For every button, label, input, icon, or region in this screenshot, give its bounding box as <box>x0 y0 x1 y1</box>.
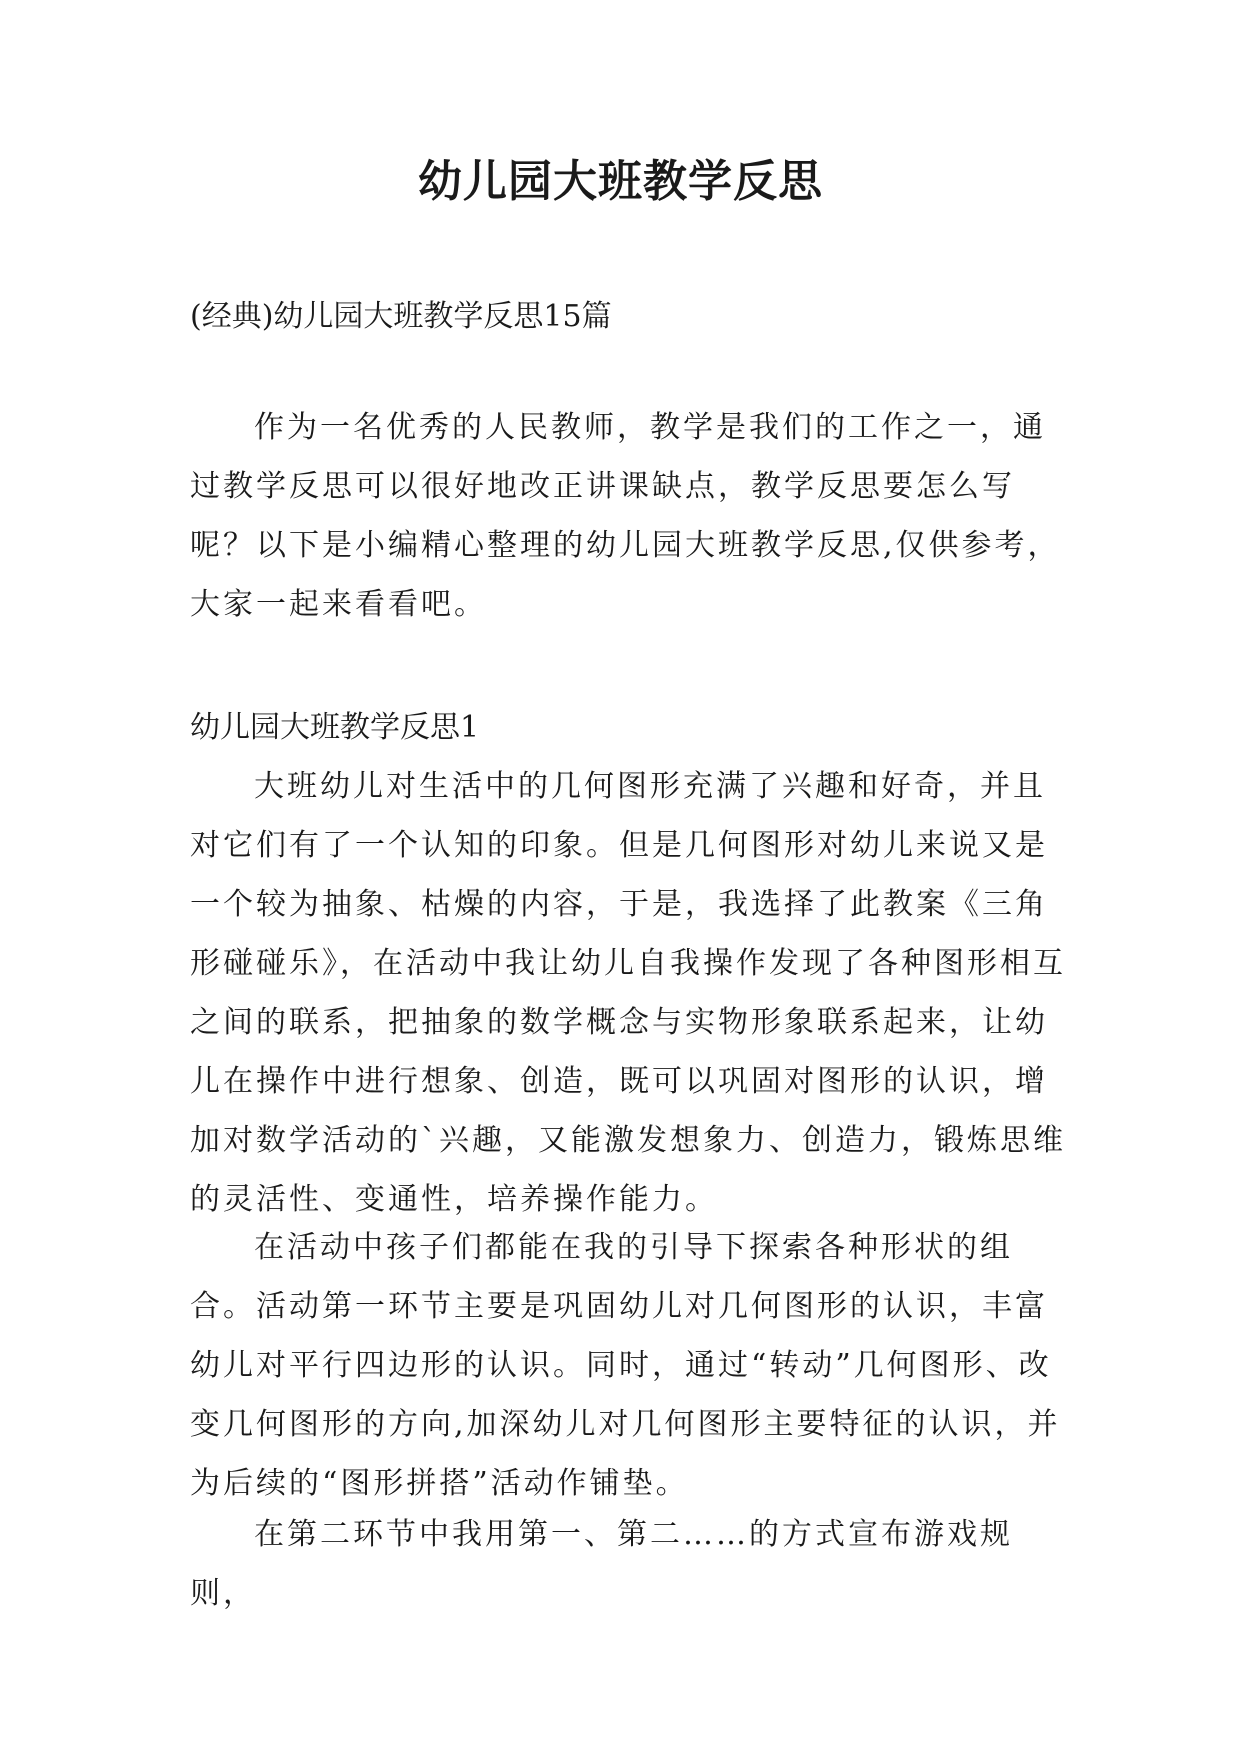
document-title: 幼儿园大班教学反思 <box>418 156 823 207</box>
document-subtitle: (经典)幼儿园大班教学反思15篇 <box>190 299 612 334</box>
intro-paragraph: 作为一名优秀的人民教师，教学是我们的工作之一，通过教学反思可以很好地改正讲课缺点，教学反思要怎么写呢？以下是小编精心整理的幼儿园大班教学反思,仅供参考，大家一起来看看吧。 <box>190 410 1061 622</box>
body-paragraph: 在第二环节中我用第一、第二……的方式宣布游戏规则， <box>190 1517 1013 1611</box>
section-heading: 幼儿园大班教学反思1 <box>190 710 480 745</box>
body-paragraph: 大班幼儿对生活中的几何图形充满了兴趣和好奇，并且对它们有了一个认知的印象。但是几何图形对幼儿来说又是一个较为抽象、枯燥的内容，于是，我选择了此教案《三角形碰碰乐》，在活动中我让幼儿自我操作发现了各种图形相互之间的联系，把抽象的数学概念与实物形象联系起来，让幼儿在操作中进行想象、创造，既可以巩固对图形的认识，增加对数学活动的`兴趣，又能激发想象力、创造力，锻炼思维的灵活性、变通性，培养操作能力。 <box>190 769 1066 1217</box>
body-paragraph: 在活动中孩子们都能在我的引导下探索各种形状的组合。活动第一环节主要是巩固幼儿对几何图形的认识，丰富幼儿对平行四边形的认识。同时，通过“转动”几何图形、改变几何图形的方向,加深幼儿对几何图形主要特征的认识，并为后续的“图形拼搭”活动作铺垫。 <box>190 1230 1061 1501</box>
